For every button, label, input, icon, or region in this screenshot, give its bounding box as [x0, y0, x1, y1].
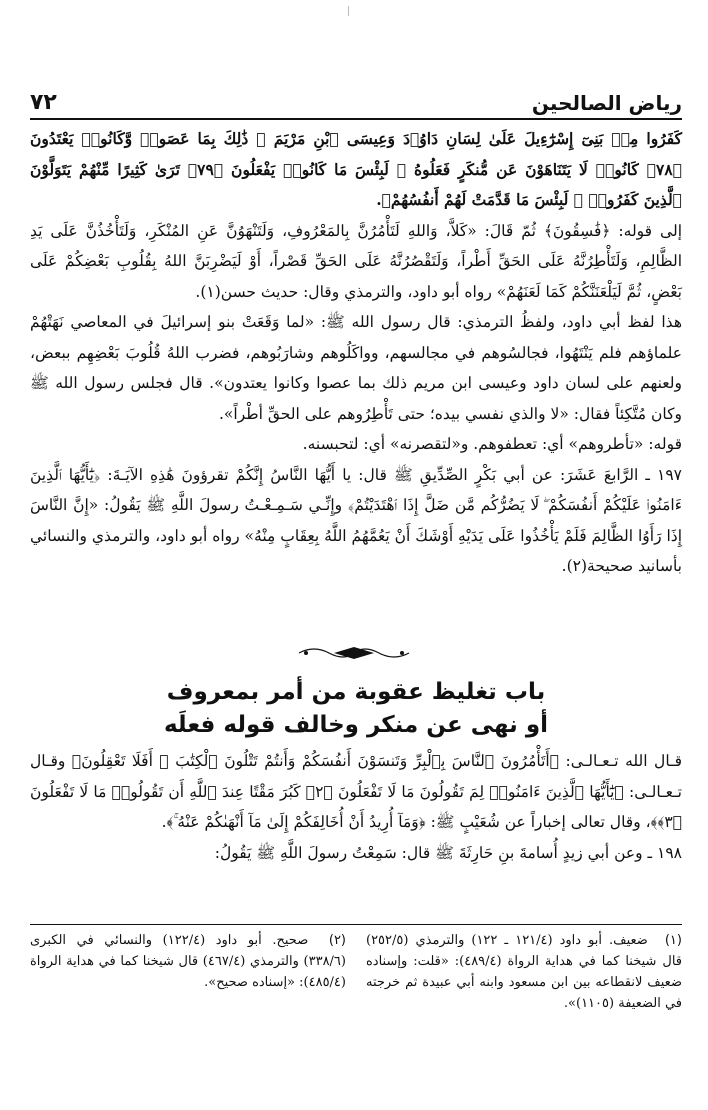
- page-header: [30, 84, 682, 120]
- main-text-top: [30, 124, 682, 582]
- chapter-title-line-1: باب تغليظ عقوبة من أمر بمعروف: [166, 679, 546, 705]
- hadith-198-start: ١٩٨ ـ وعن أبي زيدٍ أُسامةَ بنِ حَارِثَةَ ﷺ قال: سَمِعْتُ رسولَ اللَّهِ ﷺ يَقُولُ:: [214, 843, 682, 862]
- footnote-text: ضعيف. أبو داود (١٢١/٤ ـ ١٢٢) والترمذي (٢٥٢/٥) قال شيخنا كما في هداية الرواة (٤٨٩/٤): «قلت: وإسناده ضعيف لانقطاعه بين ابن مسعود وابنه أبي عبيدة ثم خرجته في الضعيفة (١١٠٥)».: [366, 933, 682, 1011]
- footnote-1: [366, 930, 682, 1014]
- footnote-number: (٢): [328, 933, 346, 948]
- book-title: رياض الصالحين: [531, 91, 682, 115]
- hadith-197-paragraph: ١٩٧ ـ الرَّابعَ عَشَرَ: عن أبي بَكْرٍ الصِّدِّيقِ ﷺ قال: يا أَيُّهَا النَّاسُ إِنَّكُمْ تقرؤونَ هَٰذِهِ الآيَـةَ: ﴿يَٰٓأَيُّهَا ٱلَّذِينَ ءَامَنُوا۟ عَلَيْكُمْ أَنفُسَكُمْ ۖ لَا يَضُرُّكُم مَّن ضَلَّ إِذَا ٱهْتَدَيْتُمْ﴾ وإِنِّـي سَـمِـعْـتُ رسولَ اللَّهِ ﷺ يَقُولُ: «إِنَّ النَّاسَ إِذَا رَأَوُا الظَّالِمَ فَلَمْ يَأْخُذُوا عَلَى يَدَيْهِ أَوْشَكَ أَنْ يَعُمَّهُمُ اللَّهُ بِعِقَابٍ مِنْهُ» رواه أبو داود، والترمذي والنسائي بأسانيد صحيحة(٢).: [30, 465, 682, 575]
- footnote-text: صحيح. أبو داود (١٢٢/٤) والنسائي في الكبرى (٣٣٨/٦) والترمذي (٤٦٧/٤) قال شيخنا كما في هداية الرواة (٤٨٥/٤): «إسناده صحيح».: [30, 933, 346, 990]
- main-text-bottom: [30, 746, 682, 868]
- page-mark: [348, 6, 349, 16]
- hadith-paragraph: إلى قوله: ﴿فَٰسِقُونَ﴾ ثُمّ قَالَ: «كَلاَّ، وَاللهِ لَتَأْمُرُنَّ بِالمَعْرُوفِ، وَلَتَنْهَوُنَّ عَنِ المُنْكَرِ، وَلَتَأْخُذُنَّ عَلَى يَدِ الظَّالِمِ، وَلَتَأْطِرُنَّهُ عَلَى الحَقِّ أَطْراً، وَلَتَقْصُرُنَّهُ عَلَى الحَقِّ قَصْراً، أَوْ لَيَضْرِبَنَّ اللهُ بِقُلُوبِ بَعْضِكُمْ عَلَى بَعْضٍ، ثُمَّ لَيَلْعَنَنَّكُمْ كَمَا لَعَنَهُمْ» رواه أبو داود، والترمذي وقال: حديث حسن(١).: [30, 221, 682, 301]
- footnotes: [30, 930, 682, 1014]
- hadith-variant-paragraph: هذا لفظ أبي داود، ولفظُ الترمذي: قال رسول الله ﷺ: «لما وَقَعَتْ بنو إسرائيلَ في المعاصي نَهَتْهُمْ علماؤهم فلم يَنْتَهُوا، فجالسُوهم في مجالسهم، وواكَلُوهم وشارَبُوهم، فضرب اللهُ قُلُوبَ بَعْضِهِم ببعض، ولعنهم على لسان داود وعيسى ابن مريم ذلك بما عصوا وكانوا يعتدون». قال فجلس رسول الله ﷺ وكان مُتَّكِئاً فقال: «لا والذي نفسي بيده؛ حتى تَأْطِرُوهم على الحقِّ أطْراً».: [30, 313, 682, 423]
- page-number: ٧٢: [30, 90, 57, 115]
- chapter-title: [30, 676, 682, 742]
- footnote-separator: [30, 924, 682, 925]
- footnote-number: (١): [664, 933, 682, 948]
- explanation-paragraph: قوله: «تأطروهم» أي: تعطفوهم. و«لتقصرنه» أي: لتحبسنه.: [302, 435, 682, 453]
- chapter-intro-verses: قـال الله تـعـالـى: ﴿أَتَأْمُرُونَ ٱلنَّاسَ بِٱلْبِرِّ وَتَنسَوْنَ أَنفُسَكُمْ وَأَنتُمْ تَتْلُونَ ٱلْكِتَٰبَ ۚ أَفَلَا تَعْقِلُونَ﴾ وقـال تـعـالـى: ﴿يَٰٓأَيُّهَا ٱلَّذِينَ ءَامَنُوا۟ لِمَ تَقُولُونَ مَا لَا تَفْعَلُونَ ﴿٢﴾ كَبُرَ مَقْتًا عِندَ ٱللَّهِ أَن تَقُولُوا۟ مَا لَا تَفْعَلُونَ ﴿٣﴾﴾، وقال تعالى إخباراً عن شُعَيْبٍ ﷺ: ﴿وَمَآ أُرِيدُ أَنْ أُخَالِفَكُمْ إِلَىٰ مَآ أَنْهَىٰكُمْ عَنْهُ ۚ﴾.: [30, 752, 682, 831]
- footnote-2: [30, 930, 346, 1014]
- chapter-title-line-2: أو نهى عن منكر وخالف قوله فعلَه: [163, 712, 548, 738]
- ornament-divider: [294, 643, 414, 663]
- quran-verse-block: كَفَرُوا مِنۢ بَنِىٓ إِسْرَٰٓءِيلَ عَلَىٰ لِسَانِ دَاوُۥدَ وَعِيسَى ٱبْنِ مَرْيَمَ ۚ ذَٰلِكَ بِمَا عَصَوا۟ وَّكَانُوا۟ يَعْتَدُونَ ﴿٧٨﴾ كَانُوا۟ لَا يَتَنَاهَوْنَ عَن مُّنكَرٍ فَعَلُوهُ ۚ لَبِئْسَ مَا كَانُوا۟ يَفْعَلُونَ ﴿٧٩﴾ تَرَىٰ كَثِيرًا مِّنْهُمْ يَتَوَلَّوْنَ ٱلَّذِينَ كَفَرُوا۟ ۚ لَبِئْسَ مَا قَدَّمَتْ لَهُمْ أَنفُسُهُمْ﴾.: [30, 129, 683, 209]
